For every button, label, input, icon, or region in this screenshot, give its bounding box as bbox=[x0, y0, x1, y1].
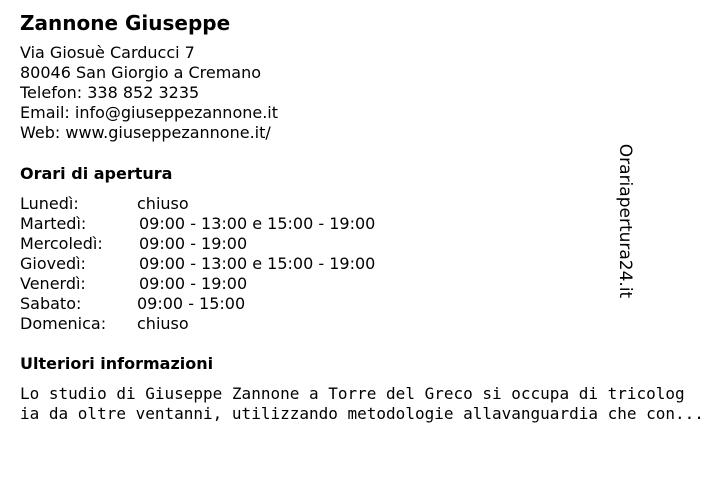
day-hours: 09:00 - 19:00 bbox=[139, 234, 248, 253]
contact-block bbox=[20, 43, 278, 143]
day-label: Martedì: bbox=[20, 214, 87, 233]
day-hours: chiuso bbox=[137, 194, 189, 213]
address-city: 80046 San Giorgio a Cremano bbox=[20, 63, 262, 82]
day-label: Lunedì: bbox=[20, 194, 79, 213]
website-link[interactable]: Web: www.giuseppezannone.it/ bbox=[20, 123, 271, 142]
opening-hours-heading: Orari di apertura bbox=[20, 164, 173, 183]
day-label: Giovedì: bbox=[20, 254, 86, 273]
email-address[interactable]: Email: info@giuseppezannone.it bbox=[20, 103, 279, 122]
more-info-line: ia da oltre ventanni, utilizzando metodologie allavanguardia che con... bbox=[20, 404, 704, 423]
more-info-heading: Ulteriori informazioni bbox=[20, 354, 214, 373]
day-label: Sabato: bbox=[20, 294, 82, 313]
business-name: Zannone Giuseppe bbox=[20, 11, 231, 35]
more-info-text bbox=[20, 384, 704, 424]
address-street: Via Giosuè Carducci 7 bbox=[20, 43, 195, 62]
day-label: Mercoledì: bbox=[20, 234, 103, 253]
day-hours: 09:00 - 13:00 e 15:00 - 19:00 bbox=[139, 214, 376, 233]
day-label: Domenica: bbox=[20, 314, 107, 333]
day-hours: 09:00 - 15:00 bbox=[137, 294, 246, 313]
day-hours: 09:00 - 19:00 bbox=[139, 274, 248, 293]
phone-number[interactable]: Telefon: 338 852 3235 bbox=[20, 83, 200, 102]
day-hours: chiuso bbox=[137, 314, 189, 333]
more-info-line: Lo studio di Giuseppe Zannone a Torre del Greco si occupa di tricolog bbox=[20, 384, 685, 403]
day-label: Venerdì: bbox=[20, 274, 86, 293]
day-hours: 09:00 - 13:00 e 15:00 - 19:00 bbox=[139, 254, 376, 273]
brand-watermark: Orariapertura24.it bbox=[615, 143, 635, 299]
